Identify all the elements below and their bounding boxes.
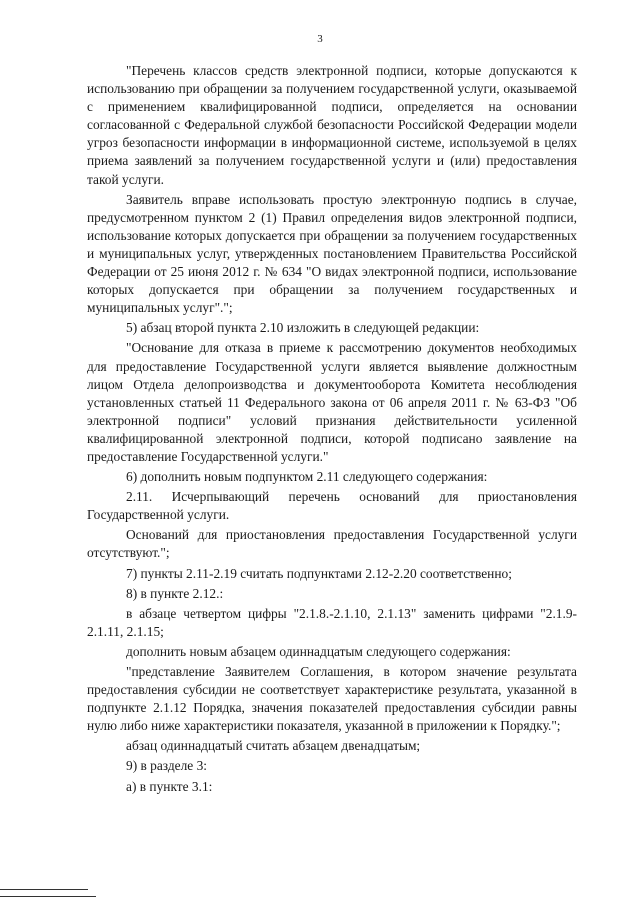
paragraph: "Перечень классов средств электронной подписи, которые допускаются к использованию при обращении за получением государственной услуги, оказываемой с применением квалифицированной подписи, определяется на основании согласованной с Федеральной службой безопасности Российской Федерации модели угроз безопасности информации в информационной системе, используемой в целях приема заявлений за получением государственной услуги и (или) предоставления такой услуги. (87, 63, 577, 187)
paragraph: а) в пункте 3.1: (126, 778, 213, 794)
paragraph: Заявитель вправе использовать простую электронную подпись в случае, предусмотренном пунктом 2 (1) Правил определения видов электронной подписи, использование которых допускается при обращении за получением государственных и муниципальных услуг, утвержденных постановлением Правительства Российской Федерации от 25 июня 2012 г. № 634 "О видах электронной подписи, использование которых допускается при обращении за получением государственных и муниципальных услуг"."; (87, 191, 577, 316)
document-body (87, 62, 577, 796)
paragraph: "представление Заявителем Соглашения, в котором значение результата предоставления субсидии не соответствует характеристике результата, указанной в подпункте 2.1.12 Порядка, значения показателей предоставления субсидии равны нулю либо ниже характеристики показателя, указанной в приложении к Порядку."; (87, 664, 577, 734)
paragraph: 2.11. Исчерпывающий перечень оснований для приостановления Государственной услуги. (87, 489, 577, 523)
page-number: 3 (317, 33, 323, 45)
paragraph: Оснований для приостановления предоставления Государственной услуги отсутствуют."; (87, 527, 577, 561)
footer-rule (0, 896, 96, 897)
paragraph: дополнить новым абзацем одиннадцатым следующего содержания: (126, 643, 511, 659)
paragraph: 8) в пункте 2.12.: (126, 585, 224, 601)
paragraph: "Основание для отказа в приеме к рассмотрению документов необходимых для предоставление Государственной услуги является выявление должностным лицом Отдела делопроизводства и документооборота Комитета несоблюдения установленных статьей 11 Федерального закона от 06 апреля 2011 г. № 63-ФЗ "Об электронной подписи" условий признания действительности усиленной квалифицированной электронной подписи, которой подписано заявление на предоставление Государственной услуги." (87, 340, 577, 464)
footer-rule (0, 889, 88, 890)
paragraph: абзац одиннадцатый считать абзацем двенадцатым; (126, 738, 421, 754)
paragraph: 9) в разделе 3: (126, 758, 208, 774)
paragraph: 5) абзац второй пункта 2.10 изложить в следующей редакции: (126, 320, 480, 336)
paragraph: 7) пункты 2.11-2.19 считать подпунктами 2.12-2.20 соответственно; (126, 565, 512, 581)
paragraph: 6) дополнить новым подпунктом 2.11 следующего содержания: (126, 469, 488, 485)
paragraph: в абзаце четвертом цифры "2.1.8.-2.1.10, 2.1.13" заменить цифрами "2.1.9-2.1.11, 2.1.15; (87, 605, 577, 639)
